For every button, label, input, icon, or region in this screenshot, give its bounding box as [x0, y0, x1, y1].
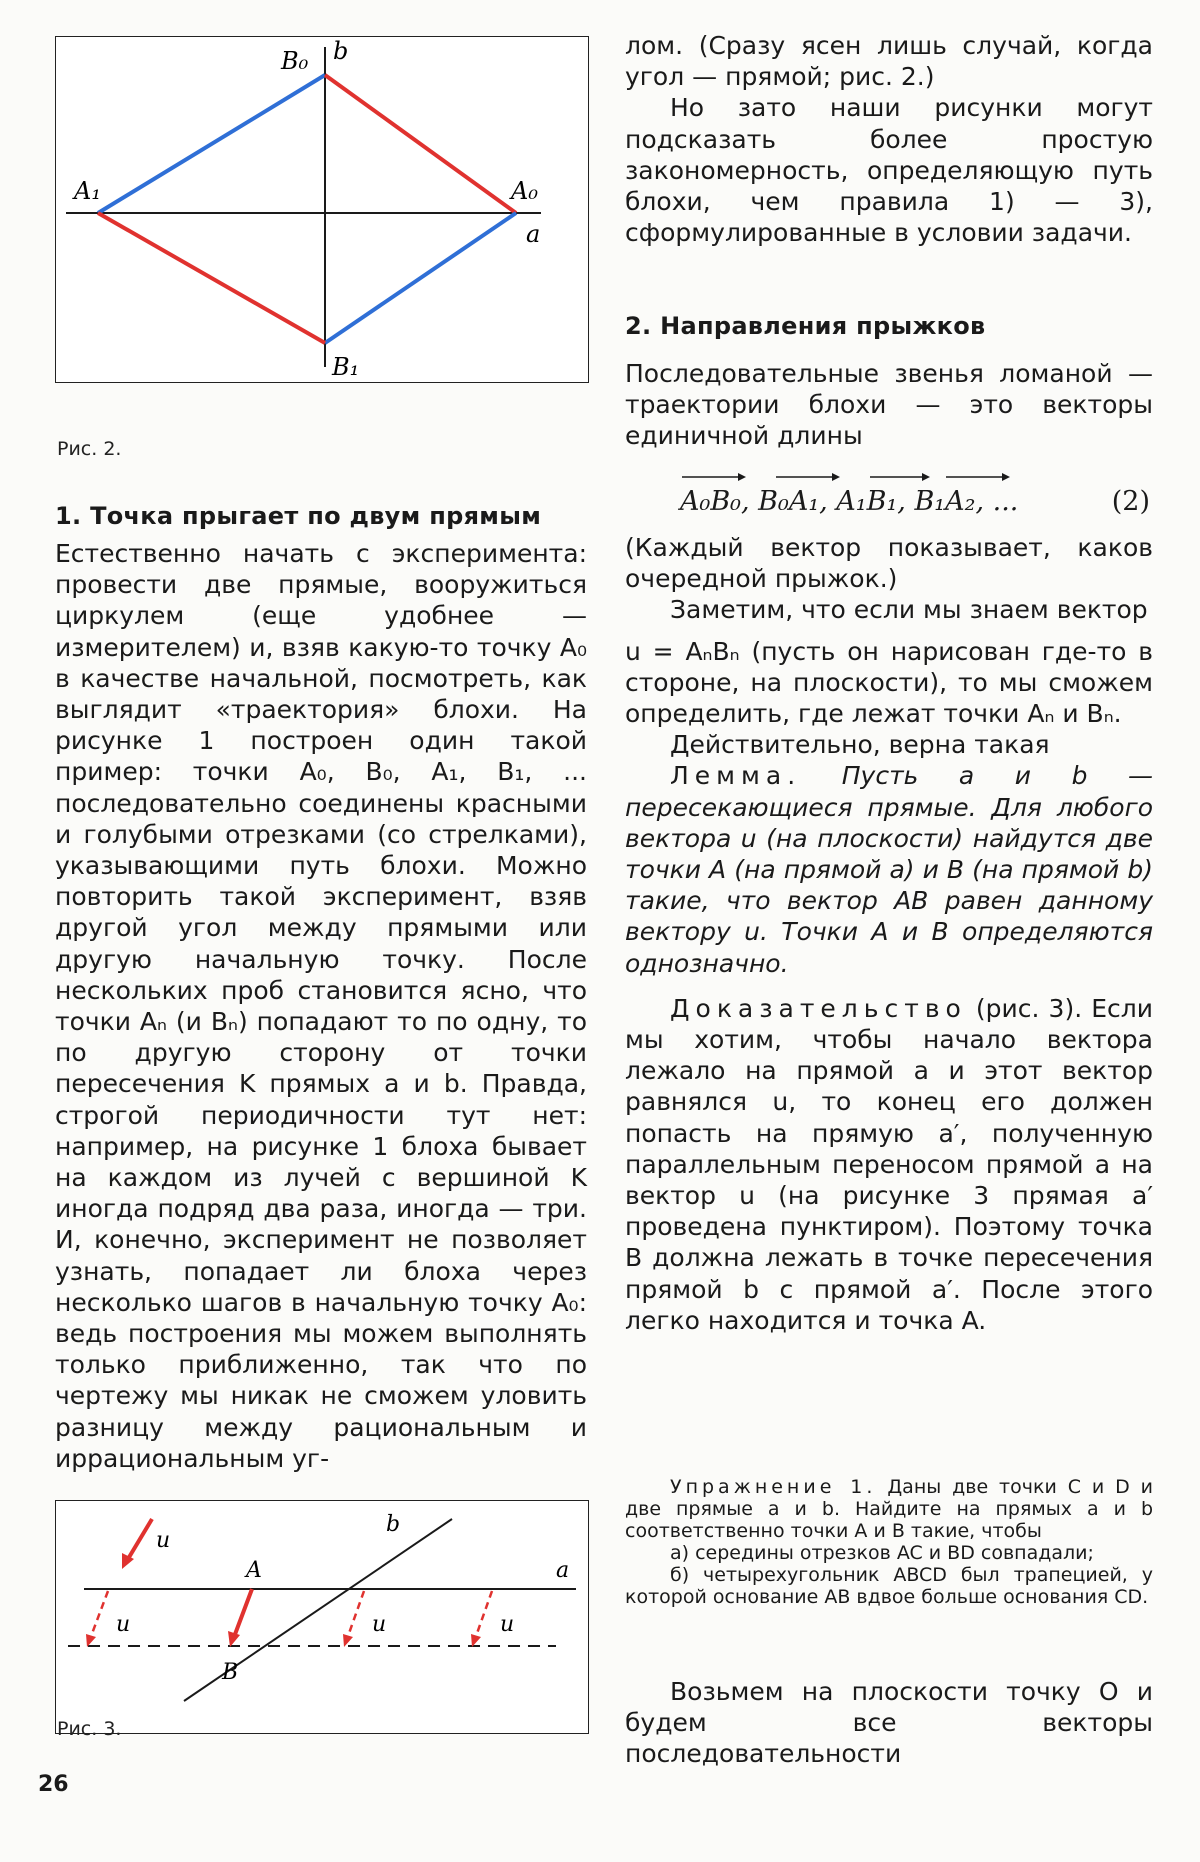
vector-u-ab-head	[228, 1631, 240, 1647]
label-b1: B₁	[332, 353, 360, 381]
proof-text: (рис. 3). Если мы хотим, чтобы начало вектора лежало на прямой a и этот вектор равнялся u, то конец его должен попасть на прямую a′, полученную параллельным переносом прямой a на вектор u (на рисунке 3 прямая a′ проведена пунктиром). Поэтому точка B должна лежать в точке пересечения прямой b с прямой a′. После этого легко находится и точка A.	[625, 993, 1153, 1335]
segment-b0-a0	[325, 75, 516, 213]
figure-2-caption: Рис. 2.	[57, 438, 122, 460]
section-1-paragraph: Естественно начать с эксперимента: провести две прямые, вооружиться циркулем (еще удобнее — измерителем) и, взяв какую-то точку A₀ в качестве начальной, посмотреть, как выглядит «траектория» блохи. На рисунке 1 построен один такой пример: точки A₀, B₀, A₁, B₁, ... последовательно соединены красными и голубыми отрезками (со стрелками), указывающими путь блохи. Можно повторить такой эксперимент, взяв другой угол между прямыми или другую начальную точку. После нескольких проб становится ясно, что точки Aₙ (и Bₙ) попадают то по одну, то по другую сторону от точки пересечения K прямых a и b. Правда, строгой периодичности тут нет: например, на рисунке 1 блоха бывает на каждом из лучей с вершиной K иногда подряд два раза, иногда — три. И, конечно, эксперимент не позволяет узнать, попадает ли блоха через несколько шагов в начальную точку A₀: ведь построения мы можем выполнять только приближенно, так что по чертежу мы никак не сможем уловить разницу между рациональным и иррациональным уг-	[55, 539, 587, 1473]
label-a1: A₁	[74, 177, 101, 205]
exercise-item-a: а) середины отрезков AC и BD совпадали;	[670, 1542, 1094, 1564]
figure-3-diagram	[56, 1501, 588, 1733]
vector-u-dashed-2	[347, 1591, 364, 1639]
figure-3-caption: Рис. 3.	[57, 1718, 122, 1740]
vector-u-dashed-3	[475, 1591, 492, 1639]
vector-u-dashed-1	[90, 1591, 108, 1639]
section-2-intro: Последовательные звенья ломаной — траектории блохи — это векторы единичной длины	[625, 359, 1153, 451]
segment-a0-b1	[325, 213, 516, 343]
formula-number: (2)	[1111, 486, 1150, 517]
label-A: A	[246, 1558, 262, 1583]
label-u-1: u	[116, 1612, 131, 1637]
formula-text: A₀B₀, B₀A₁, A₁B₁, B₁A₂, ...	[680, 486, 1019, 517]
segment-b1-a1	[98, 213, 325, 343]
label-a0: A₀	[511, 177, 538, 205]
label-u-3: u	[500, 1612, 515, 1637]
section-2-heading: 2. Направления прыжков	[625, 312, 986, 340]
lemma-word: Лемма.	[670, 761, 802, 791]
figure-2-diagram	[56, 37, 588, 382]
label-a: a	[526, 220, 541, 248]
figure-3	[55, 1500, 589, 1734]
exercise-title: Упражнение 1.	[670, 1476, 877, 1498]
label-b: b	[333, 37, 349, 65]
vector-u-ab	[234, 1589, 252, 1637]
proof-word: Доказательство	[670, 993, 967, 1023]
vector-sequence-formula	[680, 486, 1150, 517]
page-number: 26	[38, 1772, 69, 1797]
label-u-free: u	[156, 1528, 171, 1553]
formula-arrows	[680, 470, 1150, 484]
vector-u-free	[128, 1519, 152, 1559]
continuation-text: лом. (Сразу ясен лишь случай, когда угол — прямой; рис. 2.) Но зато наши рисунки могут подсказать более простую закономерность, определяющую путь блохи, чем правила 1) — 3), сформулированные в условии задачи.	[625, 31, 1153, 248]
lemma-text: Пусть a и b — пересекающиеся прямые. Для любого вектора u (на плоскости) найдутся две точки A (на прямой a) и B (на прямой b) такие, что вектор AB равен данному вектору u. Точки A и B определяются однозначно.	[625, 761, 1154, 978]
exercise-text: Даны две точки C и D и две прямые a и b. Найдите на прямых a и b соответственно точки A и B такие, чтобы	[625, 1476, 1153, 1542]
label-u-2: u	[372, 1612, 387, 1637]
label-a: a	[556, 1558, 570, 1583]
section-1-heading: 1. Точка прыгает по двум прямым	[55, 502, 542, 530]
exercise-1	[625, 1476, 1153, 1608]
segment-a1-b0	[98, 75, 325, 213]
label-b0: B₀	[281, 47, 309, 75]
figure-2	[55, 36, 589, 383]
label-B: B	[222, 1660, 239, 1685]
exercise-item-b: б) четырехугольник ABCD был трапецией, у которой основание AB вдвое больше основания CD.	[625, 1564, 1153, 1608]
section-2-body: (Каждый вектор показывает, каков очередной прыжок.) Заметим, что если мы знаем вектор u = AₙBₙ (пусть он нарисован где-то в стороне, на плоскости), то мы сможем определить, где лежат точки Aₙ и Bₙ. Действительно, верна такая Лемма. Пусть a и b — пересекающиеся прямые. Для любого вектора u (на плоскости) найдутся две точки A (на прямой a) и B (на прямой b) такие, что вектор AB равен данному вектору u. Точки A и B определяются однозначно. Доказательство (рис. 3). Если мы хотим, чтобы начало вектора лежало на прямой a и этот вектор равнялся u, то конец его должен попасть на прямую a′, полученную параллельным переносом прямой a на вектор u (на рисунке 3 прямая a′ проведена пунктиром). Поэтому точка B должна лежать в точке пересечения прямой b с прямой a′. После этого легко находится и точка A.	[625, 533, 1154, 1335]
label-b: b	[386, 1512, 401, 1537]
closing-text: Возьмем на плоскости точку O и будем все векторы последовательности	[625, 1677, 1153, 1769]
